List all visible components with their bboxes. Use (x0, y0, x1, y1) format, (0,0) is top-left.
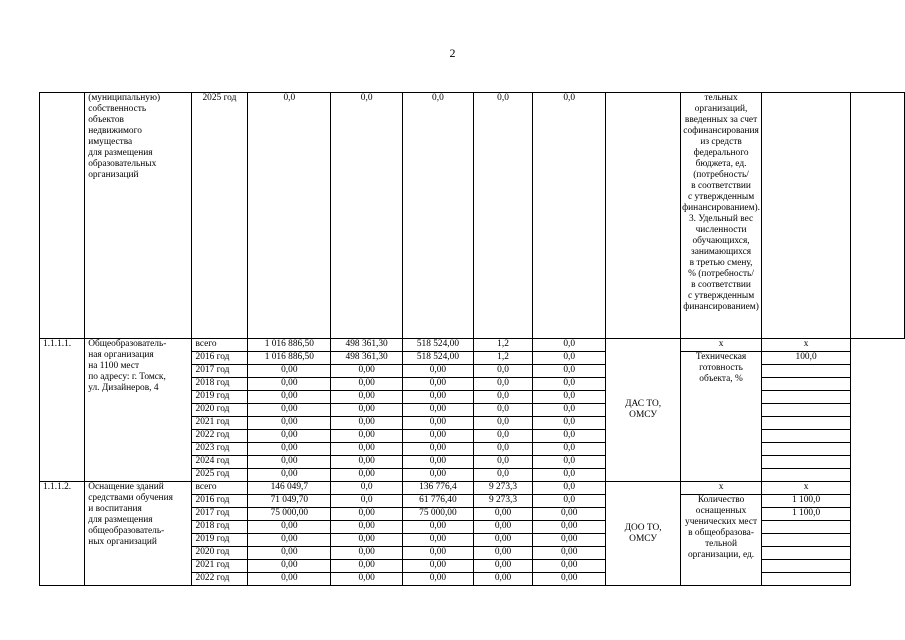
value-cell: 0,00 (402, 430, 473, 443)
indicator-value-cell (762, 456, 851, 469)
value-cell: 0,00 (331, 508, 403, 521)
indicator-value-cell (762, 521, 851, 534)
indicator-value-cell (762, 443, 851, 456)
indicator-cell (681, 495, 762, 586)
value-cell: 0,00 (402, 417, 473, 430)
value-cell: 0,00 (248, 391, 331, 404)
value-cell: 0,0 (473, 404, 532, 417)
indicator-value-cell (762, 378, 851, 391)
value-cell: 0,0 (331, 495, 403, 508)
value-cell: 0,0 (533, 391, 606, 404)
year-cell: 2020 год (191, 404, 248, 417)
year-cell: 2021 год (191, 560, 248, 573)
value-cell: 0,00 (402, 521, 473, 534)
value-cell: 0,0 (402, 93, 473, 339)
value-cell: 0,00 (331, 417, 403, 430)
value-cell: 0,00 (248, 456, 331, 469)
executor-cell (606, 482, 681, 586)
value-cell: 0,00 (331, 430, 403, 443)
indicator-cell: x (681, 482, 762, 495)
value-cell: 0,00 (473, 547, 532, 560)
indicator-value-cell: x (762, 482, 851, 495)
executor-cell (606, 339, 681, 482)
year-cell: 2016 год (191, 352, 248, 365)
indicator-value-cell: 1 100,0 (762, 508, 851, 521)
value-cell: 0,00 (248, 417, 331, 430)
value-cell: 75 000,00 (248, 508, 331, 521)
value-cell: 0,00 (331, 573, 403, 586)
year-cell: 2016 год (191, 495, 248, 508)
value-cell: 0,00 (402, 378, 473, 391)
value-cell: 0,00 (331, 547, 403, 560)
value-cell: 0,00 (248, 365, 331, 378)
value-cell: 0,00 (402, 365, 473, 378)
value-cell: 0,00 (248, 534, 331, 547)
table-row (40, 339, 905, 352)
indicator-value-cell (762, 430, 851, 443)
code-cell: 1.1.1.1. (40, 339, 85, 482)
value-cell: 75 000,00 (402, 508, 473, 521)
value-cell: 0,0 (473, 456, 532, 469)
value-cell: 0,00 (402, 456, 473, 469)
executor-text: ДОО ТО, ОМСУ (624, 522, 662, 544)
value-cell: 136 776,4 (402, 482, 473, 495)
indicator-value-cell (851, 93, 905, 339)
value-cell: 0,0 (533, 93, 606, 339)
page-number: 2 (449, 46, 456, 60)
value-cell: 0,00 (248, 560, 331, 573)
value-cell: 0,00 (402, 404, 473, 417)
table-body (40, 93, 905, 586)
indicator-value-cell (762, 417, 851, 430)
value-cell: 0,0 (473, 365, 532, 378)
value-cell: 0,00 (331, 521, 403, 534)
value-cell: 0,00 (331, 534, 403, 547)
value-cell: 0,00 (331, 469, 403, 482)
value-cell: 0,0 (473, 443, 532, 456)
value-cell: 0,00 (331, 378, 403, 391)
year-cell: 2025 год (191, 469, 248, 482)
value-cell: 0,0 (533, 430, 606, 443)
value-cell: 0,0 (473, 430, 532, 443)
value-cell: 0,0 (331, 93, 403, 339)
activity-name-text: Оснащение зданий средствами обучения и воспитания для размещения общеобразователь- ных организаций (88, 482, 173, 547)
value-cell: 0,0 (473, 378, 532, 391)
value-cell: 0,0 (533, 417, 606, 430)
indicator-value-cell (762, 93, 851, 339)
year-cell: 2018 год (191, 378, 248, 391)
value-cell: 0,00 (402, 547, 473, 560)
value-cell: 0,00 (533, 547, 606, 560)
indicator-value-cell (762, 365, 851, 378)
value-cell: 0,00 (533, 508, 606, 521)
value-cell: 0,0 (473, 469, 532, 482)
value-cell: 1 016 886,50 (248, 352, 331, 365)
value-cell: 0,0 (533, 352, 606, 365)
indicator-cell: тельных организаций, введенных за счет софинансирования из средств федерального бюджета, ед. (потребность/ в соответствии с утвержденным финансированием). 3. Удельный вес численности обучающихся, занимающихся в третью смену, % (потребность/ в соответствии с утвержденным финансированием) (681, 93, 762, 339)
activity-name-cell: (муниципальную) собственность объектов недвижимого имущества для размещения образовательных организаций (85, 93, 191, 339)
value-cell: 0,0 (533, 365, 606, 378)
value-cell: 0,0 (473, 391, 532, 404)
value-cell: 0,00 (248, 573, 331, 586)
indicator-value-cell (762, 469, 851, 482)
value-cell: 518 524,00 (402, 352, 473, 365)
value-cell: 0,0 (331, 482, 403, 495)
value-cell: 61 776,40 (402, 495, 473, 508)
value-cell: 9 273,3 (473, 482, 532, 495)
value-cell: 0,00 (533, 534, 606, 547)
value-cell: 0,00 (331, 560, 403, 573)
indicator-value-cell: 1 100,0 (762, 495, 851, 508)
value-cell: 0,0 (533, 495, 606, 508)
indicator-value-cell (762, 534, 851, 547)
value-cell: 0,0 (533, 469, 606, 482)
value-cell: 0,00 (331, 443, 403, 456)
year-cell: 2022 год (191, 573, 248, 586)
value-cell: 1,2 (473, 339, 532, 352)
activity-name-text: Общеобразователь- ная организация на 1100 мест по адресу: г. Томск, ул. Дизайнеров, 4 (88, 339, 167, 393)
value-cell: 0,00 (248, 443, 331, 456)
continuation-row (40, 93, 905, 339)
value-cell: 0,00 (473, 521, 532, 534)
value-cell: 0,0 (473, 93, 532, 339)
indicator-value-cell (762, 547, 851, 560)
value-cell: 0,0 (533, 456, 606, 469)
year-cell: 2019 год (191, 534, 248, 547)
value-cell: 0,00 (402, 443, 473, 456)
value-cell: 0,00 (473, 573, 532, 586)
value-cell: 146 049,7 (248, 482, 331, 495)
value-cell: 0,0 (533, 482, 606, 495)
value-cell: 0,00 (331, 365, 403, 378)
year-cell: 2022 год (191, 430, 248, 443)
program-table (39, 92, 905, 586)
value-cell: 0,00 (402, 534, 473, 547)
value-cell: 9 273,3 (473, 495, 532, 508)
value-cell: 0,00 (248, 404, 331, 417)
year-cell: 2018 год (191, 521, 248, 534)
year-cell: 2017 год (191, 508, 248, 521)
year-cell: 2020 год (191, 547, 248, 560)
table-row (40, 482, 905, 495)
value-cell: 498 361,30 (331, 339, 403, 352)
executor-text: ДАС ТО, ОМСУ (625, 399, 662, 420)
year-cell: всего (191, 482, 248, 495)
year-cell: 2019 год (191, 391, 248, 404)
indicator-text: Техническая готовность объекта, % (695, 352, 747, 384)
value-cell: 0,00 (331, 456, 403, 469)
value-cell: 0,0 (533, 443, 606, 456)
value-cell: 0,00 (248, 469, 331, 482)
value-cell: 0,00 (248, 547, 331, 560)
indicator-value-cell: x (762, 339, 851, 352)
indicator-value-cell (762, 391, 851, 404)
value-cell: 498 361,30 (331, 352, 403, 365)
indicator-text: Количество оснащенных ученических мест в общеобразова- тельной организации, ед. (685, 495, 758, 560)
indicator-cell (681, 352, 762, 482)
value-cell: 0,0 (533, 404, 606, 417)
year-cell: 2025 год (191, 93, 248, 339)
value-cell: 0,00 (533, 573, 606, 586)
value-cell: 0,0 (533, 378, 606, 391)
value-cell: 0,00 (473, 560, 532, 573)
value-cell: 0,00 (473, 534, 532, 547)
year-cell: 2017 год (191, 365, 248, 378)
value-cell: 0,00 (533, 560, 606, 573)
value-cell: 0,00 (402, 469, 473, 482)
value-cell: 0,00 (402, 573, 473, 586)
activity-name-cell (85, 339, 191, 482)
indicator-value-cell: 100,0 (762, 352, 851, 365)
year-cell: всего (191, 339, 248, 352)
value-cell: 0,00 (473, 508, 532, 521)
value-cell: 0,00 (248, 378, 331, 391)
year-cell: 2021 год (191, 417, 248, 430)
code-cell (40, 93, 85, 339)
value-cell: 0,00 (331, 391, 403, 404)
value-cell: 0,0 (473, 417, 532, 430)
indicator-value-cell (762, 560, 851, 573)
value-cell: 1,2 (473, 352, 532, 365)
value-cell: 0,00 (533, 521, 606, 534)
activity-name-cell (85, 482, 191, 586)
code-cell: 1.1.1.2. (40, 482, 85, 586)
value-cell: 0,00 (331, 404, 403, 417)
indicator-value-cell (762, 404, 851, 417)
year-cell: 2023 год (191, 443, 248, 456)
value-cell: 0,0 (248, 93, 331, 339)
value-cell: 0,00 (248, 430, 331, 443)
indicator-value-cell (762, 573, 851, 586)
value-cell: 518 524,00 (402, 339, 473, 352)
executor-cell (606, 93, 681, 339)
value-cell: 0,0 (533, 339, 606, 352)
value-cell: 0,00 (402, 391, 473, 404)
value-cell: 0,00 (248, 521, 331, 534)
year-cell: 2024 год (191, 456, 248, 469)
value-cell: 0,00 (402, 560, 473, 573)
value-cell: 1 016 886,50 (248, 339, 331, 352)
indicator-cell: x (681, 339, 762, 352)
value-cell: 71 049,70 (248, 495, 331, 508)
